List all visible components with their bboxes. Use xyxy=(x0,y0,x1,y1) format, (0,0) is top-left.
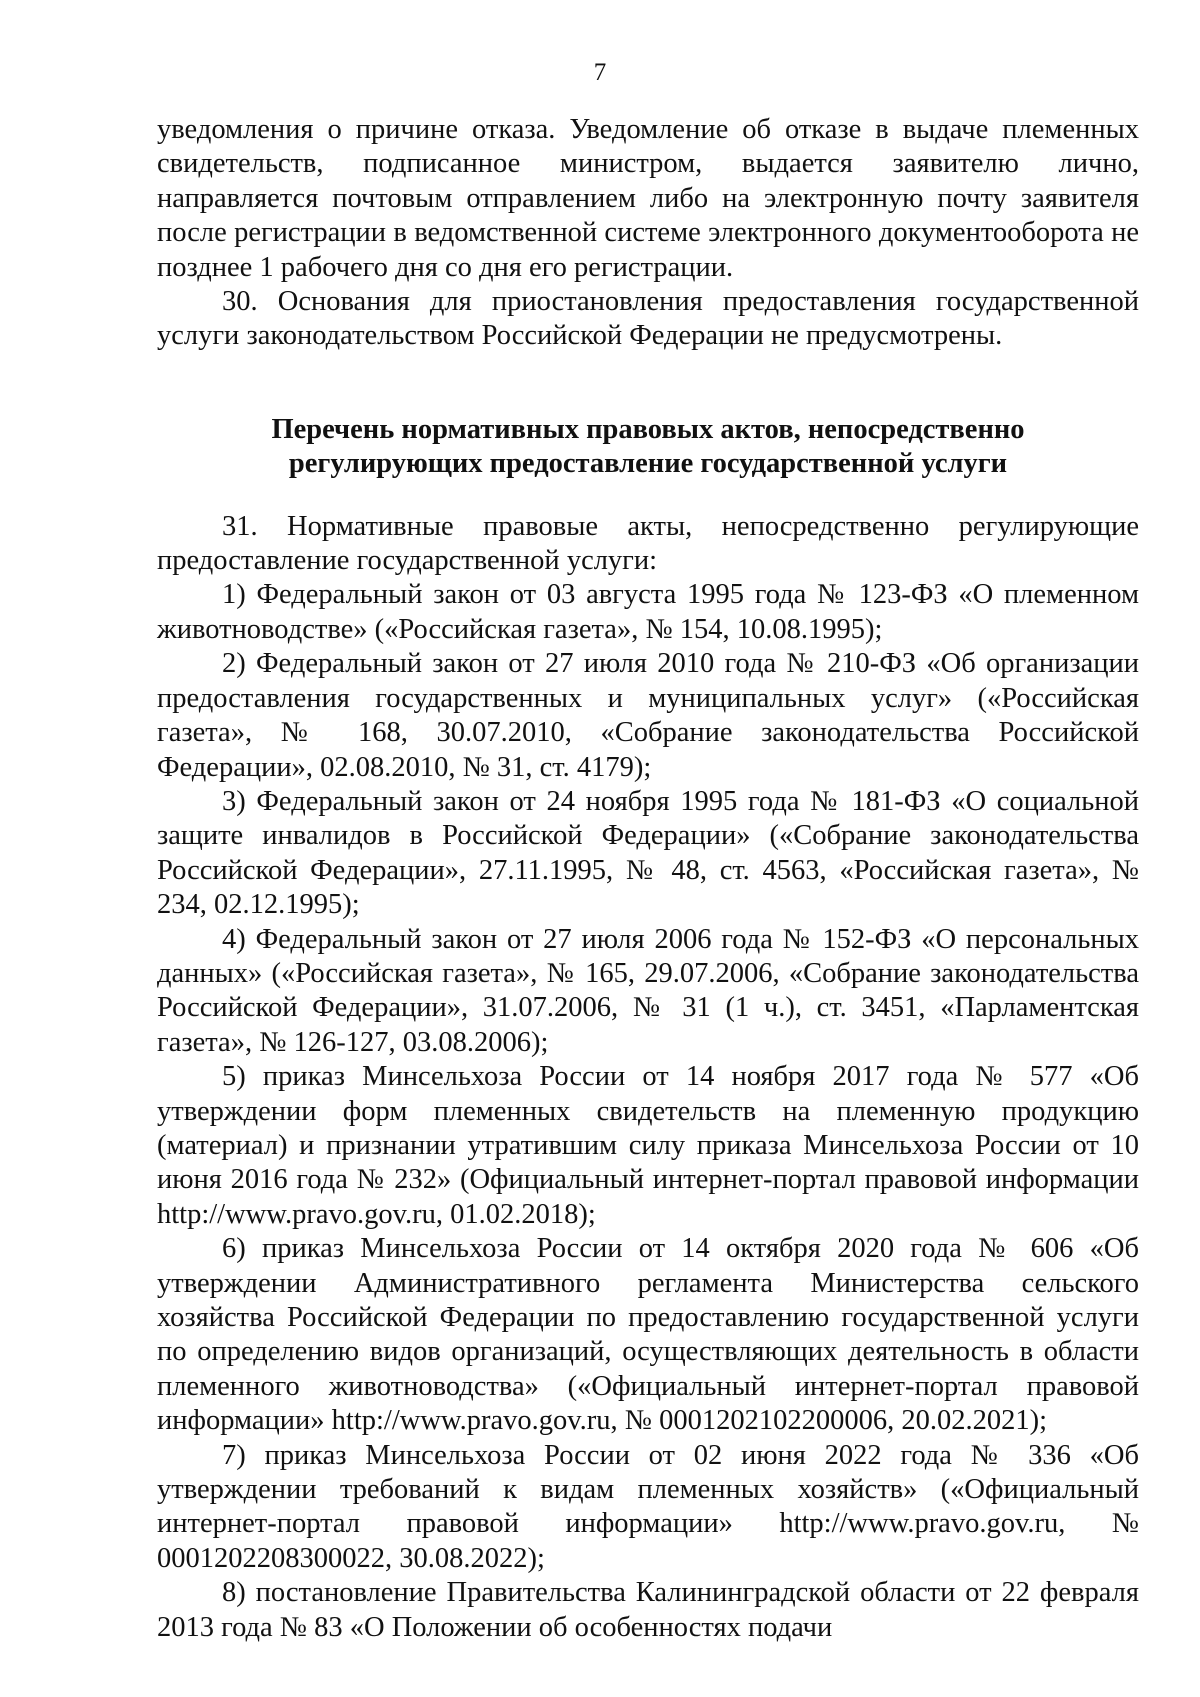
list-item-3: 3) Федеральный закон от 24 ноября 1995 года № 181-ФЗ «О социальной защите инвалидов в Российской Федерации» («Собрание законодательства Российской Федерации», 27.11.1995, № 48, ст. 4563, «Российская газета», № 234, 02.12.1995); xyxy=(157,785,1139,921)
list-item-4: 4) Федеральный закон от 27 июля 2006 года № 152-ФЗ «О персональных данных» («Российская газета», № 165, 29.07.2006, «Собрание законодательства Российской Федерации», 31.07.2006, № 31 (1 ч.), ст. 3451, «Парламентская газета», № 126-127, 03.08.2006); xyxy=(157,923,1139,1058)
page-number: 7 xyxy=(593,59,607,86)
paragraph-continuation: уведомления о причине отказа. Уведомление об отказе в выдаче племенных свидетельств, подписанное министром, выдается заявителю лично, направляется почтовым отправлением либо на электронную почту заявителя после регистрации в ведомственной системе электронного документооборота не позднее 1 рабочего дня со дня его регистрации. xyxy=(157,114,1139,283)
section-heading xyxy=(157,413,1139,482)
section-heading-line-2: регулирующих предоставление государственной услуги xyxy=(288,448,1008,480)
paragraph-31: 31. Нормативные правовые акты, непосредственно регулирующие предоставление государственной услуги: xyxy=(157,510,1139,577)
list-item-7: 7) приказ Минсельхоза России от 02 июня 2022 года № 336 «Об утверждении требований к видам племенных хозяйств» («Официальный интернет-портал правовой информации» http://www.pravo.gov.ru, № 0001202208300022, 30.08.2022); xyxy=(157,1439,1139,1574)
list-item-1: 1) Федеральный закон от 03 августа 1995 года № 123-ФЗ «О племенном животноводстве» («Российская газета», № 154, 10.08.1995); xyxy=(157,579,1139,645)
section-heading-line-1: Перечень нормативных правовых актов, непосредственно xyxy=(271,413,1025,445)
list-item-5: 5) приказ Минсельхоза России от 14 ноября 2017 года № 577 «Об утверждении форм племенных свидетельств на племенную продукцию (материал) и признании утратившим силу приказа Минсельхоза России от 10 июня 2016 года № 232» (Официальный интернет-портал правовой информации http://www.pravo.gov.ru, 01.02.2018); xyxy=(157,1061,1139,1230)
list-item-6: 6) приказ Минсельхоза России от 14 октября 2020 года № 606 «Об утверждении Административного регламента Министерства сельского хозяйства Российской Федерации по предоставлению государственной услуги по определению видов организаций, осуществляющих деятельность в области племенного животноводства» («Официальный интернет-портал правовой информации» http://www.pravo.gov.ru, № 0001202102200006, 20.02.2021); xyxy=(157,1233,1139,1437)
document-body xyxy=(157,113,1139,1645)
paragraph-30: 30. Основания для приостановления предоставления государственной услуги законодательством Российской Федерации не предусмотрены. xyxy=(157,286,1139,352)
list-item-2: 2) Федеральный закон от 27 июля 2010 года № 210-ФЗ «Об организации предоставления государственных и муниципальных услуг» («Российская газета», № 168, 30.07.2010, «Собрание законодательства Российской Федерации», 02.08.2010, № 31, ст. 4179); xyxy=(157,648,1139,783)
list-item-8: 8) постановление Правительства Калининградской области от 22 февраля 2013 года № 83 «О Положении об особенностях подачи xyxy=(157,1577,1139,1643)
